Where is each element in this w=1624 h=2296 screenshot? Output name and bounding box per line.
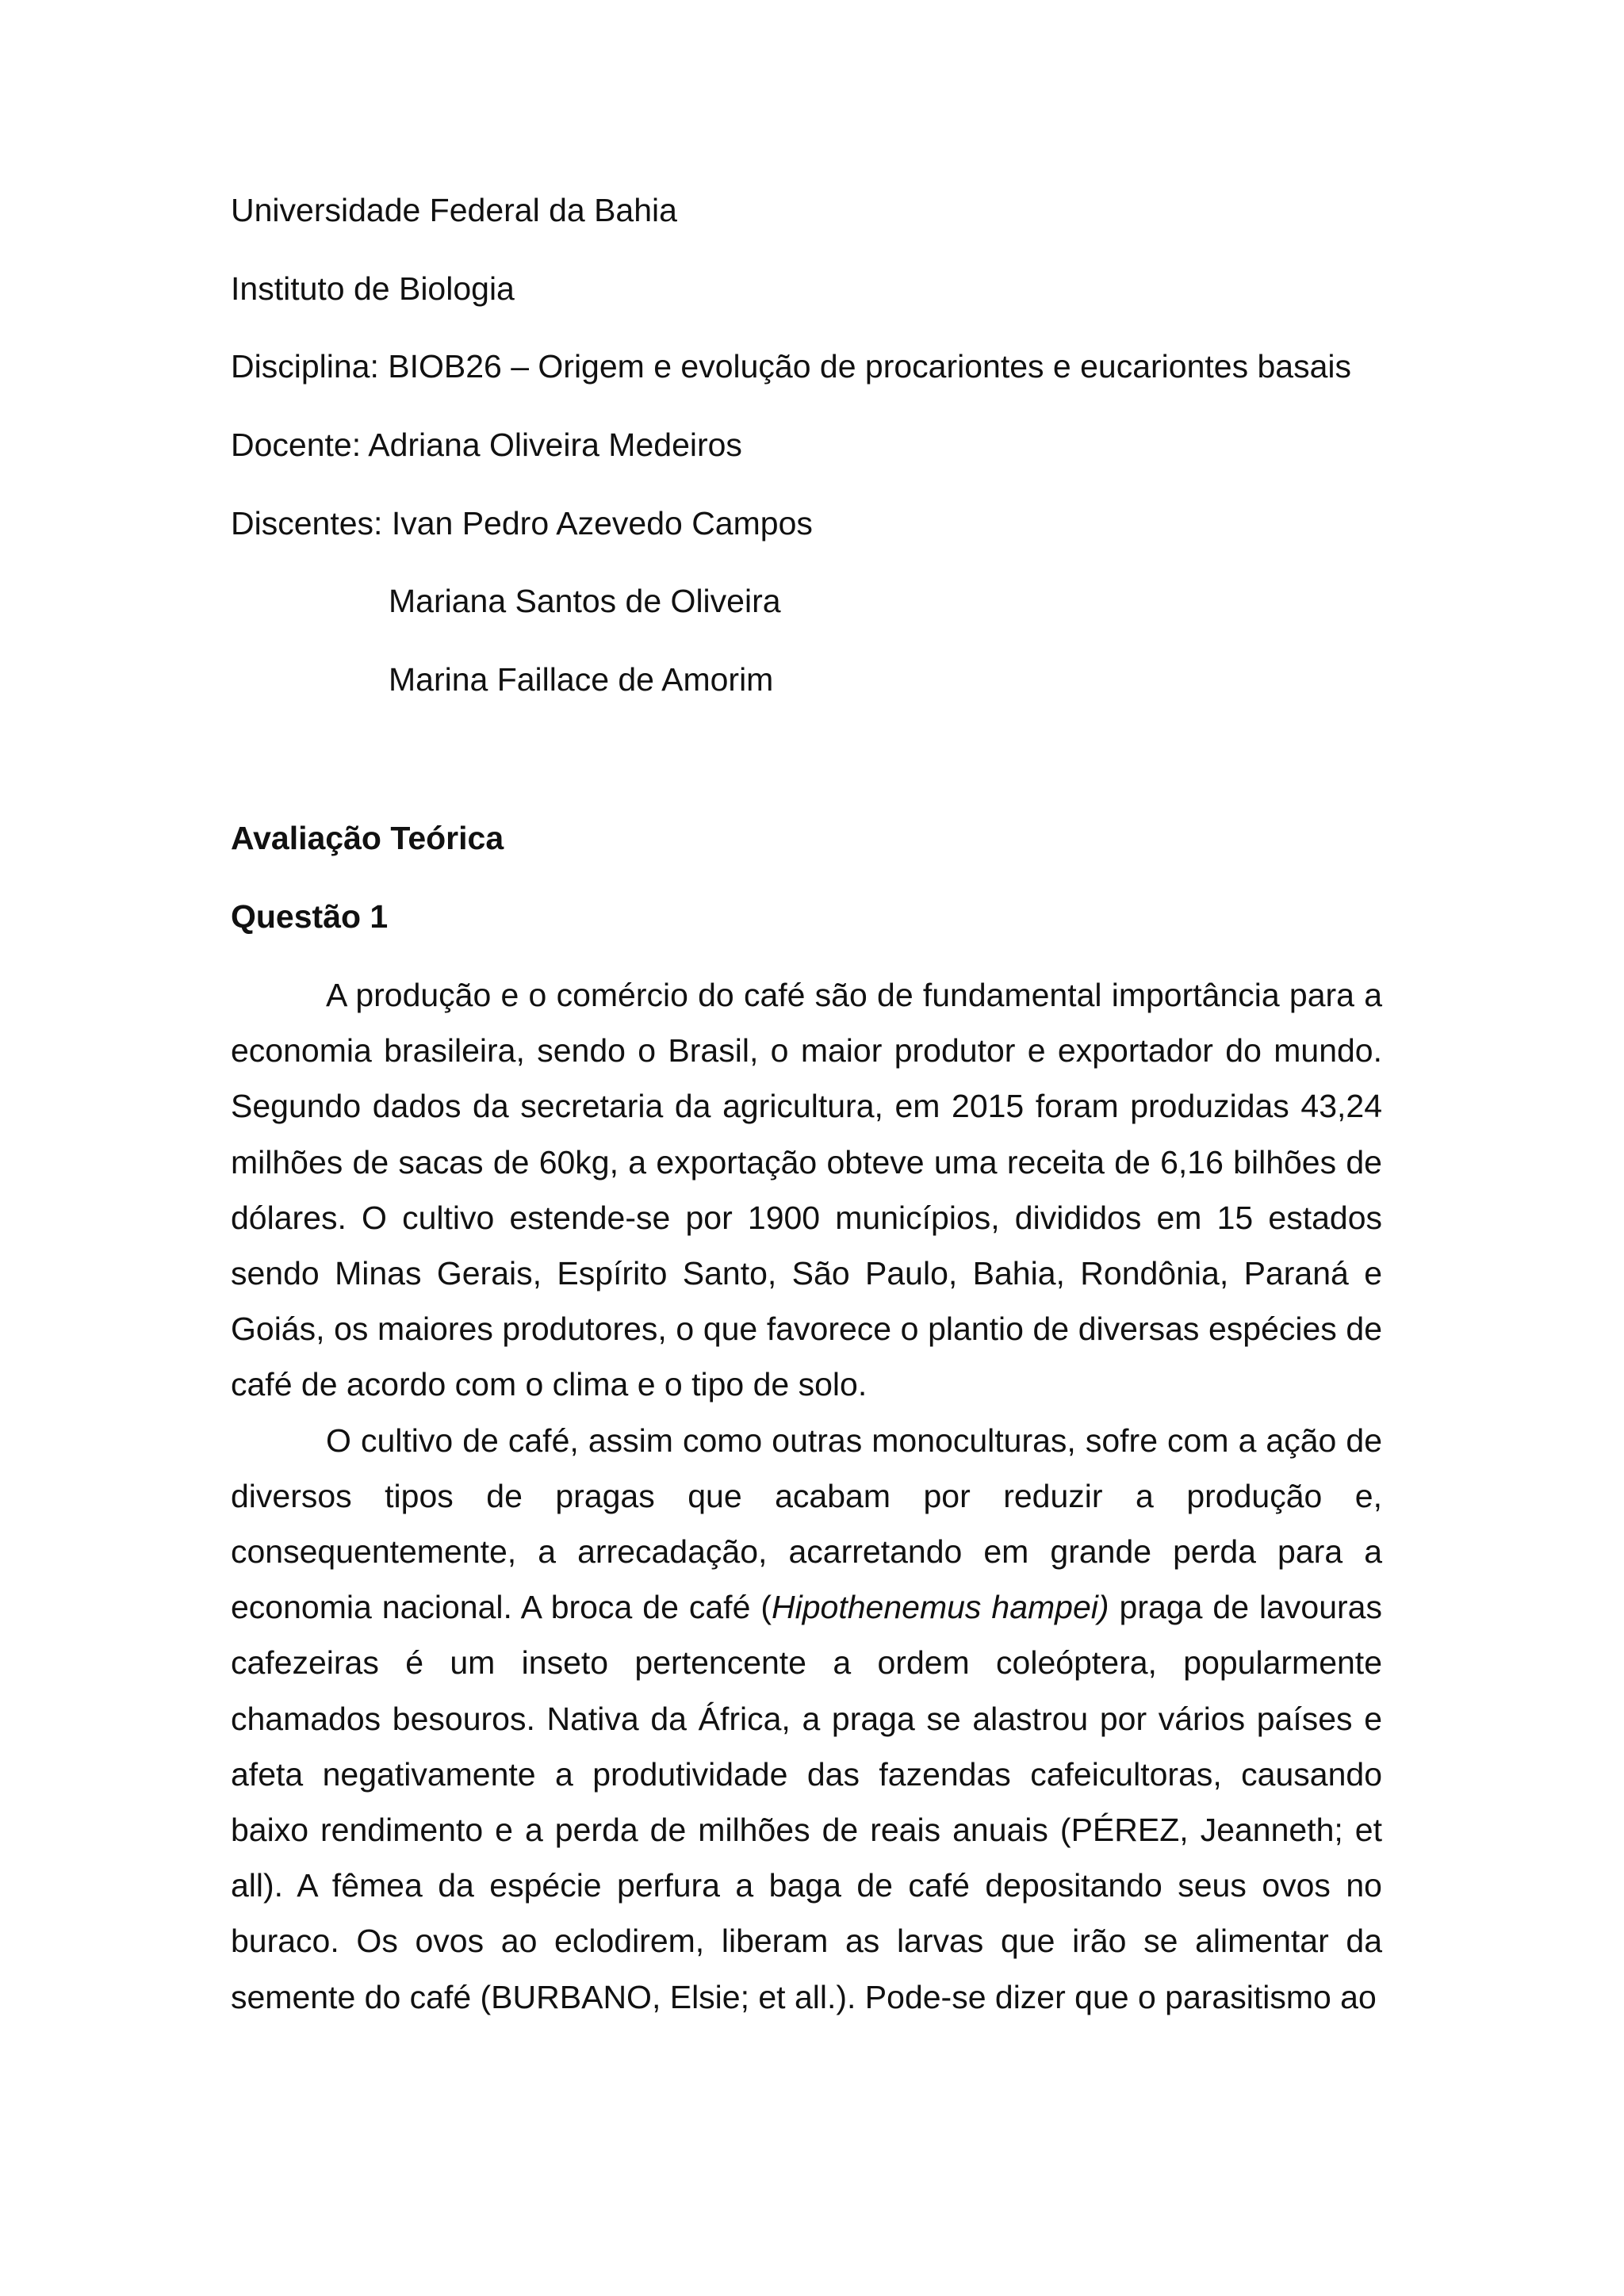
question-body <box>231 967 1382 2025</box>
paragraph-1: A produção e o comércio do café são de fundamental importância para a economia brasileira, sendo o Brasil, o maior produtor e exportador do mundo. Segundo dados da secretaria da agricultura, em 2015 foram produzidas 43,24 milhões de sacas de 60kg, a exportação obteve uma receita de 6,16 bilhões de dólares. O cultivo estende-se por 1900 municípios, divididos em 15 estados sendo Minas Gerais, Espírito Santo, São Paulo, Bahia, Rondônia, Paraná e Goiás, os maiores produtores, o que favorece o plantio de diversas espécies de café de acordo com o clima e o tipo de solo. <box>231 977 1382 1403</box>
institute-name: Instituto de Biologia <box>231 270 515 307</box>
question-title: Questão 1 <box>231 898 389 935</box>
student-name: Mariana Santos de Oliveira <box>389 583 781 619</box>
student-name: Ivan Pedro Azevedo Campos <box>391 505 813 541</box>
paragraph-2-start: O cultivo de café, assim como outras monoculturas, sofre com a ação de diversos tipos de pragas que acabam por reduzir a produção e, consequentemente, a arrecadação, acarretando em grande perda para a economia nacional. A broca de café ( <box>231 1422 1382 1626</box>
discipline-line: Disciplina: BIOB26 – Origem e evolução de procariontes e eucariontes basais <box>231 348 1351 385</box>
paragraph-2 <box>231 1413 1382 2025</box>
student-name: Marina Faillace de Amorim <box>389 661 774 698</box>
students-line <box>231 503 813 543</box>
university-name: Universidade Federal da Bahia <box>231 192 677 228</box>
paragraph-2-end: praga de lavouras cafezeiras é um inseto pertencente a ordem coleóptera, popularmente chamados besouros. Nativa da África, a praga se alastrou por vários países e afeta negativamente a produtividade das fazendas cafeicultoras, causando baixo rendimento e a perda de milhões de reais anuais (PÉREZ, Jeanneth; et all). A fêmea da espécie perfura a baga de café depositando seus ovos no buraco. Os ovos ao eclodirem, liberam as larvas que irão se alimentar da semente do café (BURBANO, Elsie; et all.). Pode-se dizer que o parasitismo ao <box>231 1589 1382 2015</box>
students-label: Discentes: <box>231 505 383 541</box>
section-title: Avaliação Teórica <box>231 820 504 856</box>
species-name: Hipothenemus hampei) <box>772 1589 1109 1626</box>
teacher-line: Docente: Adriana Oliveira Medeiros <box>231 427 742 463</box>
